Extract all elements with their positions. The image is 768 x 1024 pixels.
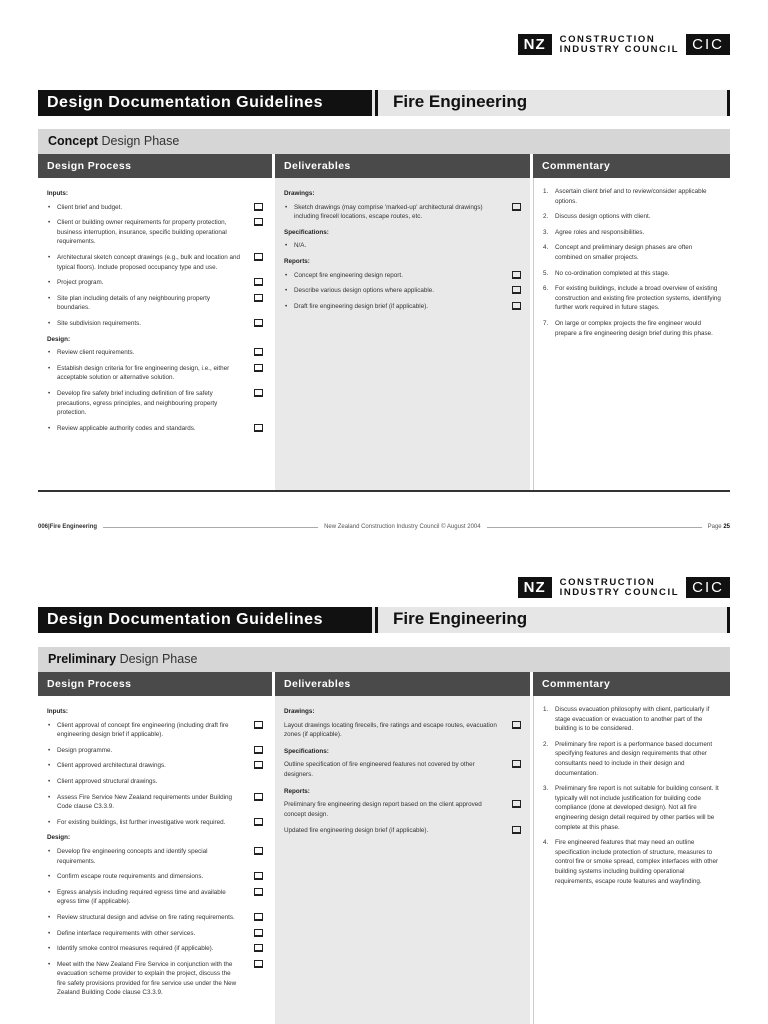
checkbox-icon[interactable]	[254, 721, 263, 729]
checklist-item: • Describe various design options where applicable.	[284, 286, 521, 296]
commentary-column	[533, 154, 730, 490]
checkbox-icon[interactable]	[254, 218, 263, 226]
deliverable-item: Updated fire engineering design brief (if applicable).	[284, 826, 521, 836]
deliverable-item: Layout drawings locating firecells, fire ratings and escape routes, evacuation zones (if applicable).	[284, 721, 521, 740]
title-separator	[375, 607, 378, 633]
page-number: Page 25	[707, 524, 730, 530]
checklist-item: • Review structural design and advise on fire rating requirements.	[47, 913, 263, 923]
phase-heading: Preliminary Design Phase	[38, 647, 730, 672]
commentary-item: 4. Fire engineered features that may need an outline specification include protection of structure, measures to control fire or smoke spread, complex interfaces with other building systems including building operational requirements, escape route features and wayfinding.	[543, 839, 719, 885]
commentary-column	[533, 672, 730, 1024]
commentary-item: 7. On large or complex projects the fire engineer would prepare a fire engineering design brief during this phase.	[543, 319, 713, 337]
deliverables-body: Drawings: • Sketch drawings (may comprise 'marked-up' architectural drawings) including firecell locations, escape routes, etc. Specifications: • N/A. Reports: • Concept fire engineering design report. • Describe various design options where applicable. • Draft fire engineering design brief (if applicable).	[275, 178, 530, 490]
commentary-item: 1. Ascertain client brief and to review/consider applicable options.	[543, 188, 707, 205]
logo-cic: CIC	[686, 577, 730, 598]
checklist-item: • Confirm escape route requirements and dimensions.	[47, 872, 263, 882]
checkbox-icon[interactable]	[512, 800, 521, 808]
commentary-item: 4. Concept and preliminary design phases are often combined on smaller projects.	[543, 244, 693, 261]
checklist-item: • Client brief and budget.	[47, 203, 263, 213]
checklist-item: • Identify smoke control measures required (if applicable).	[47, 944, 263, 954]
title-endbar	[727, 607, 730, 633]
checkbox-icon[interactable]	[254, 348, 263, 356]
commentary-item: 3. Agree roles and responsibilities.	[543, 228, 645, 236]
checklist-item: • For existing buildings, list further investigative work required.	[47, 818, 263, 828]
page-title: Design Documentation Guidelines	[38, 90, 372, 116]
commentary-item: 2. Discuss design options with client.	[543, 213, 651, 221]
deliverables-body: Drawings: Layout drawings locating firecells, fire ratings and escape routes, evacuation zones (if applicable). Specifications: Outline specification of fire engineered features not covered by other designers. Reports: Preliminary fire engineering design report based on the client approved concept design. Updated fire engineering design brief (if applicable).	[275, 696, 530, 1024]
checkbox-icon[interactable]	[254, 793, 263, 801]
checkbox-icon[interactable]	[254, 319, 263, 327]
deliverables-column	[275, 154, 530, 490]
page-title: Design Documentation Guidelines	[38, 607, 372, 633]
checkbox-icon[interactable]	[254, 203, 263, 211]
page-footer: 006|Fire Engineering New Zealand Construction Industry Council © August 2004 Page 25	[38, 524, 730, 530]
checkbox-icon[interactable]	[254, 278, 263, 286]
logo-nz: NZ	[518, 34, 552, 55]
commentary-item: 1. Discuss evacuation philosophy with client, particularly if stage evacuation or evacuation to another part of the building is to be considered.	[543, 706, 710, 733]
checkbox-icon[interactable]	[254, 872, 263, 880]
checklist-item: • Draft fire engineering design brief (if applicable).	[284, 302, 521, 312]
process-body: Inputs: • Client approval of concept fire engineering (including draft fire engineering design brief if applicable). • Design programme. • Client approved architectural drawings. • Client approved structural drawings. • Assess Fire Service New Zealand requirements under Building Code clause C3.3.9. • For existing buildings, list further investigative work required. Design: • Develop fire engineering concepts and identify special requirements. • Confirm escape route requirements and dimensions. • Egress analysis including required egress time and available egress time (if applicable). • Review structural design and advise on fire rating requirements. • Define interface requirements with other services. • Identify smoke control measures required (if applicable). • Meet with the New Zealand Fire Service in conjunction with the evacuation scheme provider to explain the project, discuss the fire safety provisions provided for fire service use under the New Zealand Building Code clause C3.3.9.	[38, 696, 272, 1024]
column-header: Deliverables	[275, 154, 530, 178]
process-column	[38, 154, 272, 490]
checklist-item: • Client approval of concept fire engineering (including draft fire engineering design brief if applicable).	[47, 721, 263, 740]
checkbox-icon[interactable]	[254, 294, 263, 302]
checkbox-icon[interactable]	[254, 253, 263, 261]
checklist-item: • Design programme.	[47, 746, 263, 756]
commentary-item: 6. For existing buildings, include a broad overview of existing construction and existing fire protection systems, identifying further work required in future stages.	[543, 285, 721, 312]
checklist-item: • Review client requirements.	[47, 348, 263, 358]
checkbox-icon[interactable]	[254, 389, 263, 397]
page-subject: Fire Engineering	[393, 92, 528, 111]
checklist-item: • Site subdivision requirements.	[47, 319, 263, 329]
checklist-item: • Client approved structural drawings.	[48, 777, 158, 785]
checklist-item: • Site plan including details of any neighbouring property boundaries.	[47, 294, 263, 313]
logo-words: CONSTRUCTION INDUSTRY COUNCIL	[559, 576, 680, 598]
footer-copyright: New Zealand Construction Industry Council © August 2004	[324, 524, 481, 530]
deliverables-column	[275, 672, 530, 1024]
checkbox-icon[interactable]	[512, 286, 521, 294]
commentary-body	[533, 696, 730, 1024]
checkbox-icon[interactable]	[254, 960, 263, 968]
checklist-item: • Client or building owner requirements for property protection, business interruption, insurance, specific building operational requirements.	[47, 218, 263, 247]
commentary-item: 5. No co-ordination completed at this stage.	[543, 269, 670, 277]
checklist-item: • Meet with the New Zealand Fire Service in conjunction with the evacuation scheme provider to explain the project, discuss the fire safety provisions provided for fire service use under the New Zealand Building Code clause C3.3.9.	[47, 960, 263, 998]
checklist-item: • Develop fire engineering concepts and identify special requirements.	[47, 847, 263, 866]
checkbox-icon[interactable]	[254, 424, 263, 432]
title-bar	[38, 90, 730, 116]
title-endbar	[727, 90, 730, 116]
checklist-item: • Establish design criteria for fire engineering design, i.e., either acceptable solution or alternative solution.	[47, 364, 263, 383]
cic-logo	[518, 577, 730, 598]
checklist-item: • Concept fire engineering design report.	[284, 271, 521, 281]
title-bar	[38, 607, 730, 633]
checkbox-icon[interactable]	[512, 271, 521, 279]
page-preliminary	[0, 565, 768, 1024]
checkbox-icon[interactable]	[254, 364, 263, 372]
logo-words: CONSTRUCTION INDUSTRY COUNCIL	[559, 33, 680, 55]
logo-cic: CIC	[686, 34, 730, 55]
title-separator	[375, 90, 378, 116]
checkbox-icon[interactable]	[254, 818, 263, 826]
process-column	[38, 672, 272, 1024]
list-item: • N/A.	[285, 242, 307, 250]
checklist-item: • Sketch drawings (may comprise 'marked-up' architectural drawings) including firecell locations, escape routes, etc.	[284, 203, 521, 222]
checkbox-icon[interactable]	[254, 761, 263, 769]
cic-logo	[518, 34, 730, 55]
column-header: Commentary	[533, 672, 730, 696]
checklist-item: • Architectural sketch concept drawings (e.g., bulk and location and typical floors). Include proposed occupancy type and use.	[47, 253, 263, 272]
checkbox-icon[interactable]	[512, 760, 521, 768]
commentary-item: 3. Preliminary fire report is not suitable for building consent. It typically will not include justification for building code compliance (done at developed design). Not all fire engineering design detail required by other parties will be complete at this phase.	[543, 785, 719, 831]
deliverable-item: Preliminary fire engineering design report based on the client approved concept design.	[284, 800, 521, 819]
deliverable-item: Outline specification of fire engineered features not covered by other designers.	[284, 760, 521, 779]
column-header: Design Process	[38, 154, 272, 178]
column-header: Deliverables	[275, 672, 530, 696]
checkbox-icon[interactable]	[512, 203, 521, 211]
checkbox-icon[interactable]	[254, 929, 263, 937]
checkbox-icon[interactable]	[512, 826, 521, 834]
checklist-item: • Review applicable authority codes and standards.	[47, 424, 263, 434]
process-body: Inputs: • Client brief and budget. • Client or building owner requirements for property protection, business interruption, insurance, specific building operational requirements. • Architectural sketch concept drawings (e.g., bulk and location and typical floors). Include proposed occupancy type and use. • Project program. • Site plan including details of any neighbouring property boundaries. • Site subdivision requirements. Design: • Review client requirements. • Establish design criteria for fire engineering design, i.e., either acceptable solution or alternative solution. • Develop fire safety brief including definition of fire safety precautions, egress principles, and neighbouring property protection. • Review applicable authority codes and standards.	[38, 178, 272, 490]
checklist-item: • Egress analysis including required egress time and available egress time (if applicable).	[47, 888, 263, 907]
commentary-body	[533, 178, 730, 490]
column-header: Design Process	[38, 672, 272, 696]
column-header: Commentary	[533, 154, 730, 178]
bottom-rule	[38, 490, 730, 492]
commentary-item: 2. Preliminary fire report is a performance based document specifying features and design requirements that other consultants need to include in their design and documentation.	[543, 740, 713, 777]
page-subject: Fire Engineering	[393, 609, 528, 628]
checkbox-icon[interactable]	[254, 847, 263, 855]
checkbox-icon[interactable]	[512, 721, 521, 729]
checkbox-icon[interactable]	[254, 746, 263, 754]
checkbox-icon[interactable]	[254, 913, 263, 921]
checkbox-icon[interactable]	[254, 888, 263, 896]
phase-heading: Concept Design Phase	[38, 129, 730, 154]
checklist-item: • Assess Fire Service New Zealand requirements under Building Code clause C3.3.9.	[47, 793, 263, 812]
checkbox-icon[interactable]	[512, 302, 521, 310]
checklist-item: • Define interface requirements with other services.	[47, 929, 263, 939]
checklist-item: • Project program.	[47, 278, 263, 288]
checkbox-icon[interactable]	[254, 944, 263, 952]
checklist-item: • Develop fire safety brief including definition of fire safety precautions, egress principles, and neighbouring property protection.	[47, 389, 263, 418]
logo-nz: NZ	[518, 577, 552, 598]
checklist-item: • Client approved architectural drawings.	[47, 761, 263, 771]
